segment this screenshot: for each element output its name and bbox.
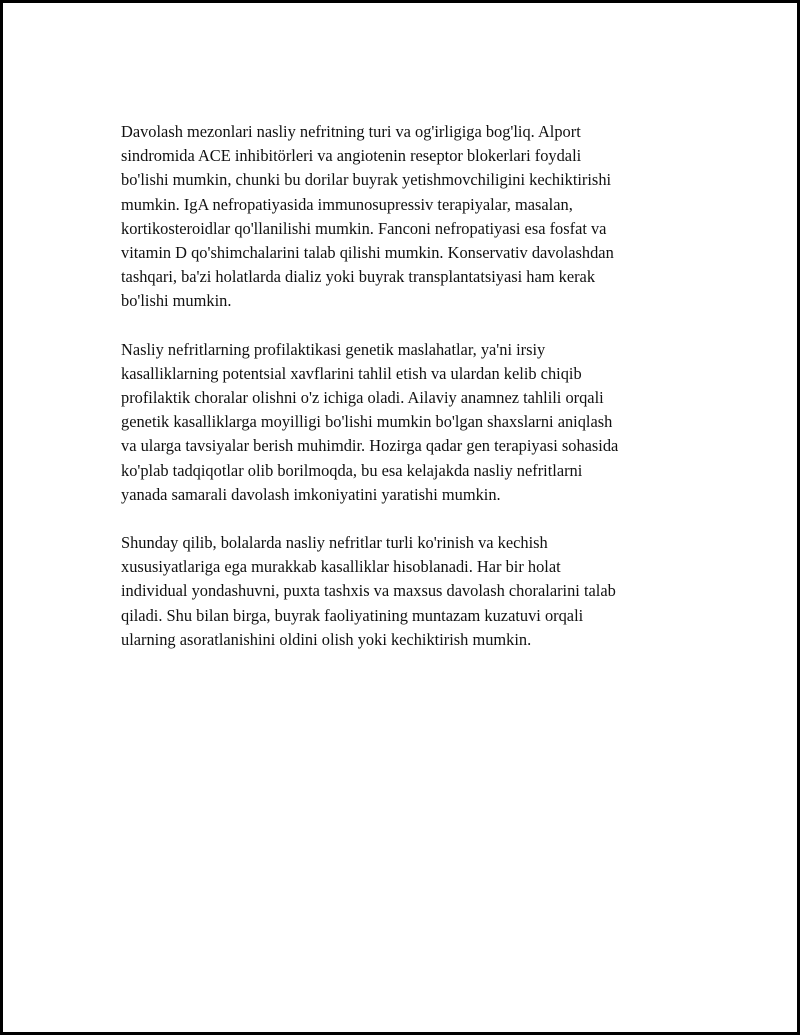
document-body xyxy=(121,120,706,676)
paragraph-prevention xyxy=(121,338,706,507)
text-line: kortikosteroidlar qo'llanilishi mumkin. Fanconi nefropatiyasi esa fosfat va xyxy=(121,218,607,238)
text-line: vitamin D qo'shimchalarini talab qilishi mumkin. Konservativ davolashdan xyxy=(121,243,614,263)
text-line: xususiyatlariga ega murakkab kasalliklar hisoblanadi. Har bir holat xyxy=(121,557,561,577)
text-line: bo'lishi mumkin. xyxy=(121,291,232,311)
text-line: bo'lishi mumkin, chunki bu dorilar buyrak yetishmovchiligini kechiktirishi xyxy=(121,170,612,190)
text-line: Davolash mezonlari nasliy nefritning turi va og'irligiga bog'liq. Alport xyxy=(121,122,581,141)
text-line: individual yondashuvni, puxta tashxis va maxsus davolash choralarini talab xyxy=(121,581,616,601)
text-line: kasalliklarning potentsial xavflarini tahlil etish va ulardan kelib chiqib xyxy=(121,363,582,383)
text-line: profilaktik choralar olishni o'z ichiga oladi. Ailaviy anamnez tahlili orqali xyxy=(121,388,604,408)
paragraph-treatment xyxy=(121,120,706,314)
text-line: ularning asoratlanishini oldini olish yoki kechiktirish mumkin. xyxy=(121,629,532,649)
text-line: qiladi. Shu bilan birga, buyrak faoliyatining muntazam kuzatuvi orqali xyxy=(121,605,584,625)
text-line: tashqari, ba'zi holatlarda dializ yoki buyrak transplantatsiyasi ham kerak xyxy=(121,267,596,287)
paragraph-conclusion xyxy=(121,531,706,652)
text-line: mumkin. IgA nefropatiyasida immunosupressiv terapiyalar, masalan, xyxy=(121,194,573,214)
text-line: ko'plab tadqiqotlar olib borilmoqda, bu esa kelajakda nasliy nefritlarni xyxy=(121,460,583,480)
text-line: yanada samarali davolash imkoniyatini yaratishi mumkin. xyxy=(121,484,501,504)
text-line: Nasliy nefritlarning profilaktikasi genetik maslahatlar, ya'ni irsiy xyxy=(121,339,546,359)
text-line: genetik kasalliklarga moyilligi bo'lishi mumkin bo'lgan shaxslarni aniqlash xyxy=(121,412,613,432)
text-line: va ularga tavsiyalar berish muhimdir. Hozirga qadar gen terapiyasi sohasida xyxy=(121,436,619,456)
text-line: Shunday qilib, bolalarda nasliy nefritlar turli ko'rinish va kechish xyxy=(121,533,548,553)
text-line: sindromida ACE inhibitörleri va angiotenin reseptor blokerlari foydali xyxy=(121,146,582,166)
